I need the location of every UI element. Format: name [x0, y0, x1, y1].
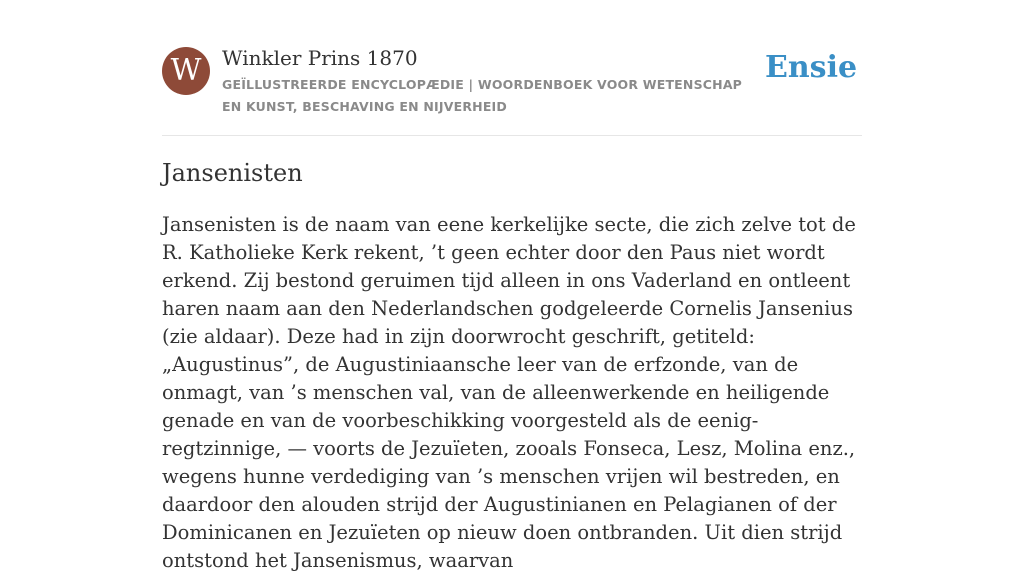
source-subtitle: GEÏLLUSTREERDE ENCYCLOPÆDIE | WOORDENBOEK VOOR WETENSCHAP EN KUNST, BESCHAVING EN NIJVERHEID [222, 77, 743, 114]
source-title[interactable]: Winkler Prins 1870 [222, 46, 418, 70]
divider [162, 135, 862, 136]
entry-title: Jansenisten [162, 159, 303, 187]
avatar[interactable]: W [162, 47, 210, 95]
entry-body: Jansenisten is de naam van eene kerkelijke secte, die zich zelve tot de R. Katholieke Kerk rekent, ’t geen echter door den Paus niet wordt erkend. Zij bestond geruimen tijd alleen in ons Vaderland en ontleent haren naam aan den Nederlandschen godgeleerde Cornelis Jansenius (zie aldaar). Deze had in zijn doorwrocht geschrift, getiteld: „Augustinus”, de Augustiniaansche leer van de erfzonde, van de onmagt, van ’s menschen val, van de alleenwerkende en heiligende genade en van de voorbeschikking voorgesteld als de eenig-regtzinnige, — voorts de Jezuïeten, zooals Fonseca, Lesz, Molina enz., wegens hunne verdediging van ’s menschen vrijen wil bestreden, en daardoor den alouden strijd der Augustinianen en Pelagianen of der Dominicanen en Jezuïeten op nieuw doen ontbranden. Uit dien strijd ontstond het Jansenismus, waarvan [162, 213, 856, 572]
ensie-logo[interactable]: Ensie [765, 50, 858, 85]
